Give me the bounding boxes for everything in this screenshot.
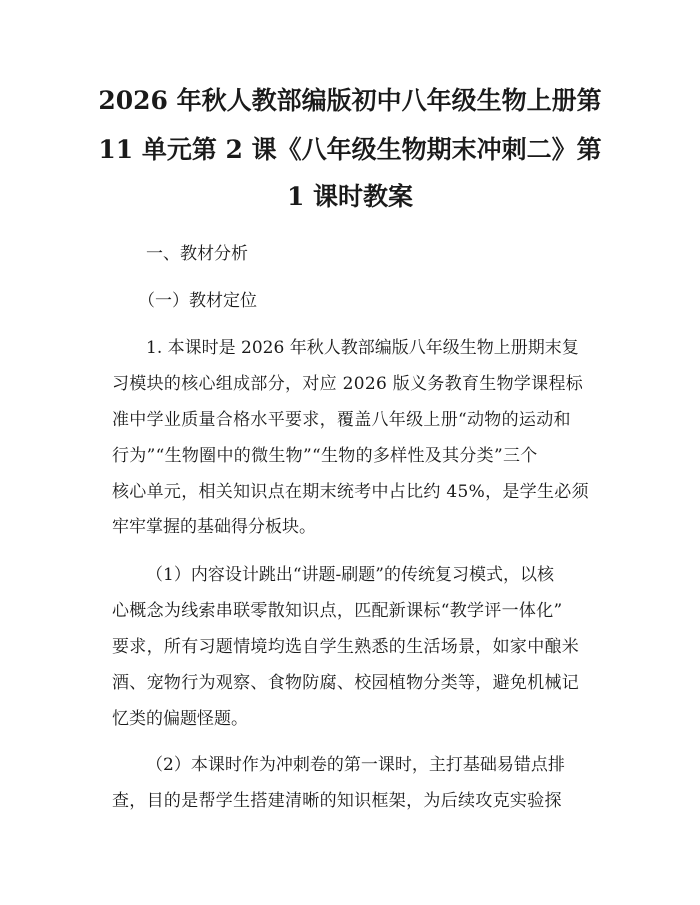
paragraph-1-line-1: 1. 本课时是 2026 年秋人教部编版八年级生物上册期末复 — [146, 338, 579, 358]
paragraph-2-line-3: 要求，所有习题情境均选自学生熟悉的生活场景，如家中酿米 — [112, 637, 580, 657]
paragraph-3-line-1: （2）本课时作为冲刺卷的第一课时，主打基础易错点排 — [146, 755, 565, 775]
paragraph-3-line-2: 查，目的是帮学生搭建清晰的知识框架，为后续攻克实验探 — [112, 791, 562, 811]
document-title-line-2: 11 单元第 2 课《八年级生物期末冲刺二》第 — [98, 135, 602, 164]
document-title-line-3: 1 课时教案 — [286, 182, 414, 211]
paragraph-2-line-5: 忆类的偏题怪题。 — [112, 709, 248, 729]
paragraph-2-line-1: （1）内容设计跳出“讲题-刷题”的传统复习模式，以核 — [146, 565, 554, 585]
paragraph-1-line-2: 习模块的核心组成部分，对应 2026 版义务教育生物学课程标 — [112, 374, 584, 394]
section-heading: 一、教材分析 — [146, 244, 248, 264]
paragraph-1-line-3: 准中学业质量合格水平要求，覆盖八年级上册“动物的运动和 — [112, 410, 571, 430]
paragraph-1-line-4: 行为”“生物圈中的微生物”“生物的多样性及其分类”三个 — [112, 446, 538, 466]
paragraph-1-line-5: 核心单元，相关知识点在期末统考中占比约 45%，是学生必须 — [112, 482, 589, 502]
subsection-heading: （一）教材定位 — [138, 291, 257, 311]
paragraph-1-line-6: 牢牢掌握的基础得分板块。 — [112, 517, 316, 537]
paragraph-2-line-2: 心概念为线索串联零散知识点，匹配新课标“教学评一体化” — [112, 601, 563, 621]
document-title-line-1: 2026 年秋人教部编版初中八年级生物上册第 — [98, 86, 602, 115]
paragraph-2-line-4: 酒、宠物行为观察、食物防腐、校园植物分类等，避免机械记 — [112, 673, 580, 693]
